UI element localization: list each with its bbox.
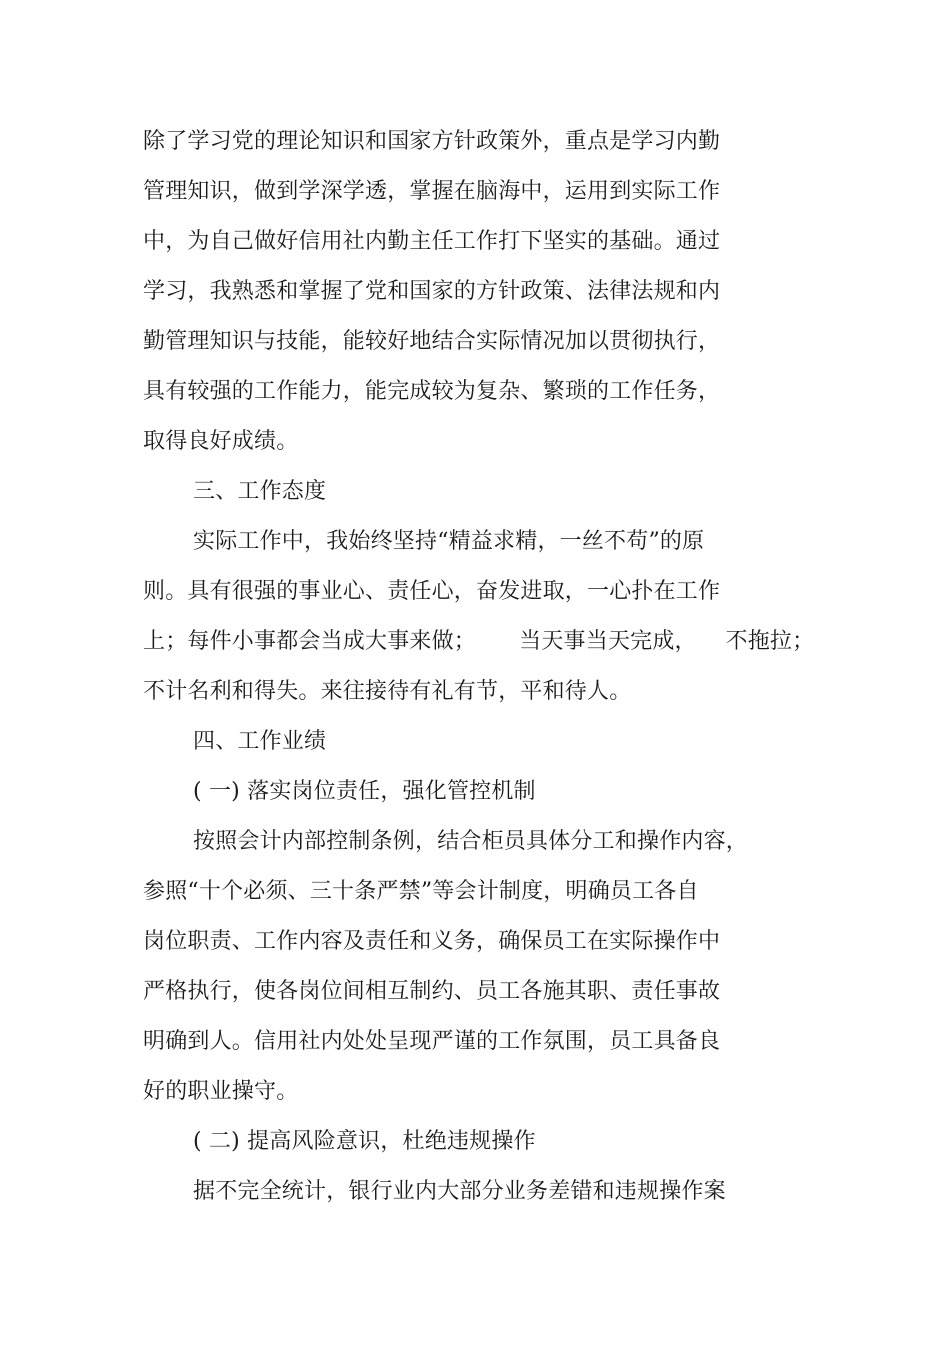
text-line: 按照会计内部控制条例，结合柜员具体分工和操作内容，	[193, 829, 749, 854]
text-line: 不计名利和得失。来往接待有礼有节，平和待人。	[143, 679, 632, 704]
text-line: 具有较强的工作能力，能完成较为复杂、繁琐的工作任务，	[143, 379, 721, 404]
text-line: 岗位职责、工作内容及责任和义务，确保员工在实际操作中	[143, 929, 721, 954]
section-heading: 三、工作态度	[193, 479, 327, 504]
text-line: 据不完全统计，银行业内大部分业务差错和违规操作案	[193, 1179, 726, 1204]
text-line: 勤管理知识与技能，能较好地结合实际情况加以贯彻执行，	[143, 329, 721, 354]
subsection-heading: ( 一) 落实岗位责任，强化管控机制	[193, 779, 536, 804]
text-line: 学习，我熟悉和掌握了党和国家的方针政策、法律法规和内	[143, 279, 721, 304]
text-line: 参照“十个必须、三十条严禁”等会计制度，明确员工各自	[143, 879, 699, 904]
text-line: 则。具有很强的事业心、责任心，奋发进取，一心扑在工作	[143, 579, 721, 604]
text-line: 管理知识，做到学深学透，掌握在脑海中，运用到实际工作	[143, 179, 721, 204]
text-line: 实际工作中，我始终坚持“精益求精，一丝不苟”的原	[193, 529, 705, 554]
text-line: 好的职业操守。	[143, 1079, 299, 1104]
section-heading: 四、工作业绩	[193, 729, 327, 754]
text-line: 除了学习党的理论知识和国家方针政策外，重点是学习内勤	[143, 129, 721, 154]
subsection-heading: ( 二) 提高风险意识，杜绝违规操作	[193, 1129, 536, 1154]
text-line: 中，为自己做好信用社内勤主任工作打下坚实的基础。通过	[143, 229, 721, 254]
text-line: 明确到人。信用社内处处呈现严谨的工作氛围，员工具备良	[143, 1029, 721, 1054]
text-line: 上；每件小事都会当成大事来做； 当天事当天完成， 不拖拉；	[143, 629, 815, 654]
text-line: 严格执行，使各岗位间相互制约、员工各施其职、责任事故	[143, 979, 721, 1004]
text-line: 取得良好成绩。	[143, 429, 299, 454]
